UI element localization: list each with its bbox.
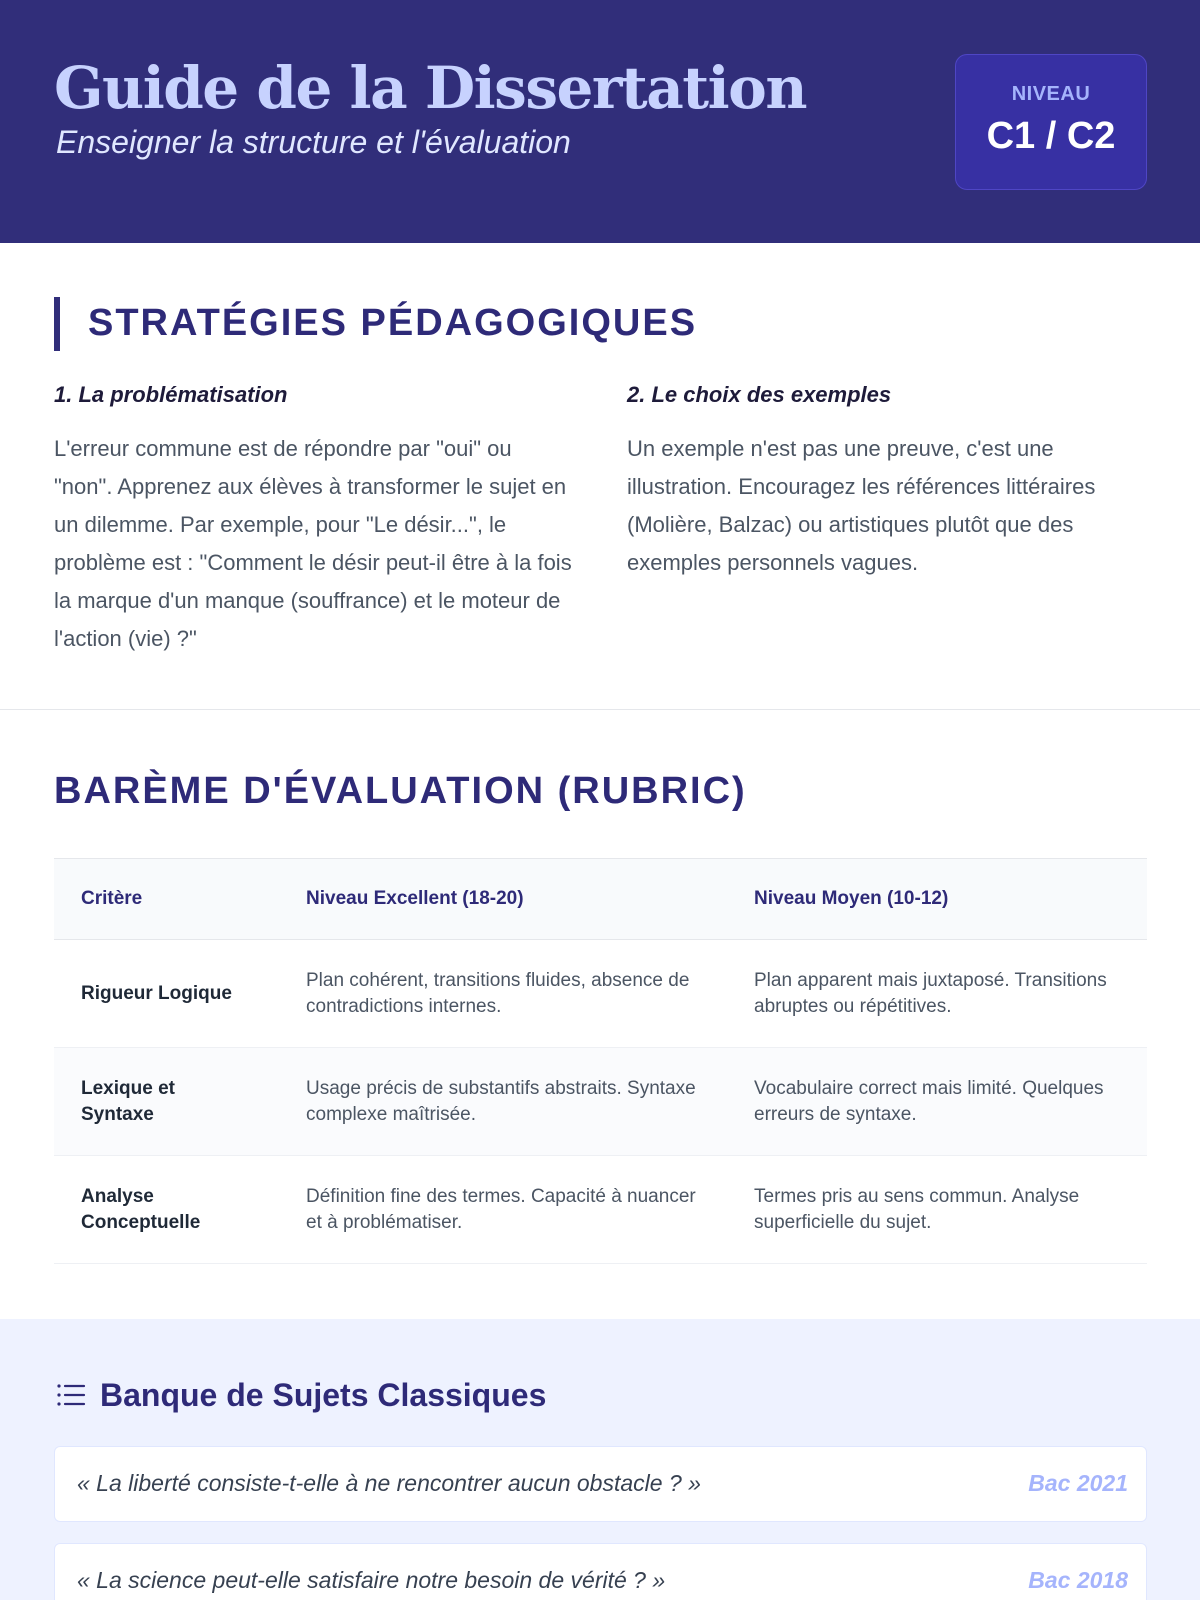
row-excellent: Usage précis de substantifs abstraits. Syntaxe complexe maîtrisée. bbox=[306, 1078, 696, 1125]
subject-item[interactable] bbox=[54, 1543, 1147, 1600]
row-excellent: Définition fine des termes. Capacité à nuancer et à problématiser. bbox=[306, 1186, 696, 1233]
row-average: Plan apparent mais juxtaposé. Transitions abruptes ou répétitives. bbox=[754, 970, 1107, 1017]
header-excellent: Niveau Excellent (18-20) bbox=[306, 888, 524, 909]
page-subtitle: Enseigner la structure et l'évaluation bbox=[56, 124, 571, 160]
page-title: Guide de la Dissertation bbox=[54, 54, 806, 122]
strategy-text-exemples: Un exemple n'est pas une preuve, c'est une illustration. Encouragez les références littéraires (Molière, Balzac) ou artistiques plutôt que des exemples personnels vagues. bbox=[627, 436, 1096, 575]
strategy-text-problematisation: L'erreur commune est de répondre par "oui" ou "non". Apprenez aux élèves à transformer le sujet en un dilemme. Par exemple, pour "Le désir...", le problème est : "Comment le désir peut-il être à la fois la marque d'un manque (souffrance) et le moteur de l'action (vie) ?" bbox=[54, 436, 572, 651]
subject-text: « La liberté consiste-t-elle à ne rencontrer aucun obstacle ? » bbox=[77, 1470, 701, 1496]
subject-item[interactable] bbox=[54, 1446, 1147, 1522]
rubric-table-header bbox=[54, 858, 1147, 940]
level-value: C1 / C2 bbox=[986, 115, 1116, 157]
section-accent-bar bbox=[54, 297, 60, 351]
row-criterion: Analyse Conceptuelle bbox=[81, 1186, 201, 1233]
subject-text: « La science peut-elle satisfaire notre besoin de vérité ? » bbox=[77, 1567, 666, 1593]
table-row bbox=[54, 940, 1147, 1048]
list-icon bbox=[56, 1382, 86, 1408]
header-criterion: Critère bbox=[81, 888, 143, 909]
table-row bbox=[54, 1156, 1147, 1264]
rubric-title: BARÈME D'ÉVALUATION (RUBRIC) bbox=[54, 770, 747, 812]
subject-year: Bac 2021 bbox=[1028, 1470, 1128, 1496]
subject-year: Bac 2018 bbox=[1028, 1567, 1128, 1593]
row-excellent: Plan cohérent, transitions fluides, absence de contradictions internes. bbox=[306, 970, 690, 1017]
strategies-title: STRATÉGIES PÉDAGOGIQUES bbox=[88, 302, 698, 344]
level-badge bbox=[955, 54, 1147, 190]
subject-bank bbox=[0, 1319, 1200, 1600]
level-label: NIVEAU bbox=[1011, 83, 1091, 105]
row-average: Vocabulaire correct mais limité. Quelques erreurs de syntaxe. bbox=[754, 1078, 1104, 1125]
strategy-heading-exemples: 2. Le choix des exemples bbox=[627, 382, 892, 407]
page-header bbox=[0, 0, 1200, 243]
rubric-table bbox=[54, 858, 1147, 1264]
subject-bank-title: Banque de Sujets Classiques bbox=[100, 1377, 547, 1413]
row-criterion: Lexique et Syntaxe bbox=[81, 1078, 175, 1125]
strategy-heading-problematisation: 1. La problématisation bbox=[54, 382, 288, 407]
row-average: Termes pris au sens commun. Analyse superficielle du sujet. bbox=[754, 1186, 1080, 1233]
table-row bbox=[54, 1048, 1147, 1156]
section-divider bbox=[0, 709, 1200, 710]
row-criterion: Rigueur Logique bbox=[81, 983, 232, 1004]
header-average: Niveau Moyen (10-12) bbox=[754, 888, 949, 909]
